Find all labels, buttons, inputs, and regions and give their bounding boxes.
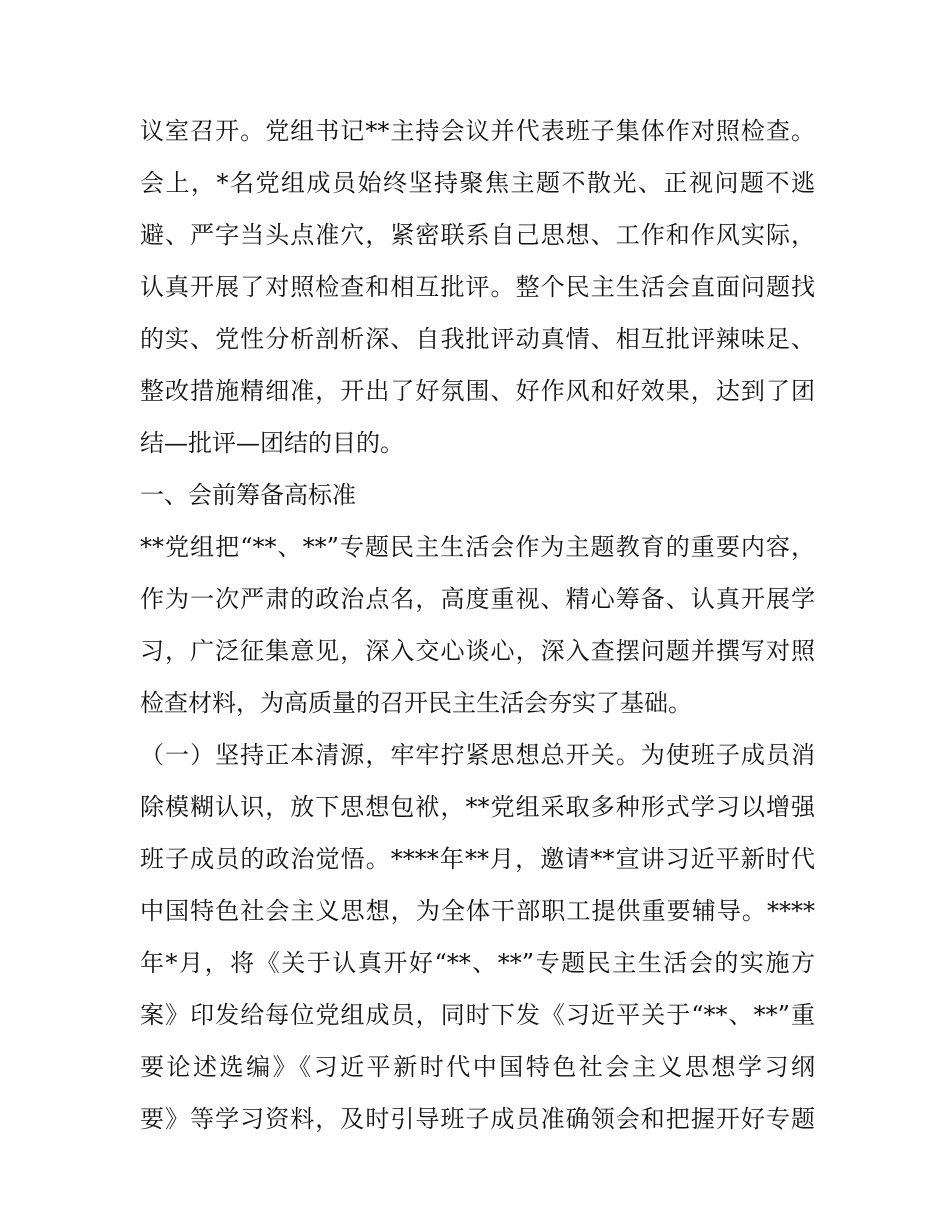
text-line: 除模糊认识，放下思想包袱，**党组采取多种形式学习以增强 (140, 793, 815, 821)
text-line: 要论述选编》《习近平新时代中国特色社会主义思想学习纲 (140, 1053, 815, 1081)
text-line: 避、严字当头点准穴，紧密联系自己思想、工作和作风实际， (140, 221, 815, 249)
paragraph-end-line: 检查材料，为高质量的召开民主生活会夯实了基础。 (140, 689, 692, 717)
text-line: 中国特色社会主义思想，为全体干部职工提供重要辅导。**** (140, 897, 815, 925)
text-line: 会上，*名党组成员始终坚持聚焦主题不散光、正视问题不逃 (140, 169, 815, 197)
text-line: （一）坚持正本清源，牢牢拧紧思想总开关。为使班子成员消 (140, 741, 815, 769)
text-line: 年*月，将《关于认真开好“**、**”专题民主生活会的实施方 (140, 949, 815, 977)
text-line: 的实、党性分析剖析深、自我批评动真情、相互批评辣味足、 (140, 325, 815, 353)
paragraph-end-line: 结—批评—团结的目的。 (140, 429, 404, 457)
text-line: 整改措施精细准，开出了好氛围、好作风和好效果，达到了团 (140, 377, 815, 405)
text-line: **党组把“**、**”专题民主生活会作为主题教育的重要内容， (140, 533, 815, 561)
section-heading: 一、会前筹备高标准 (140, 481, 356, 509)
text-line: 作为一次严肃的政治点名，高度重视、精心筹备、认真开展学 (140, 585, 815, 613)
text-line: 习，广泛征集意见，深入交心谈心，深入查摆问题并撰写对照 (140, 637, 815, 665)
text-line: 要》等学习资料，及时引导班子成员准确领会和把握开好专题 (140, 1105, 815, 1133)
text-line: 议室召开。党组书记**主持会议并代表班子集体作对照检查。 (140, 117, 815, 145)
document-body (140, 105, 815, 1145)
text-line: 案》印发给每位党组成员，同时下发《习近平关于“**、**”重 (140, 1001, 815, 1029)
text-line: 认真开展了对照检查和相互批评。整个民主生活会直面问题找 (140, 273, 815, 301)
text-line: 班子成员的政治觉悟。****年**月，邀请**宣讲习近平新时代 (140, 845, 815, 873)
